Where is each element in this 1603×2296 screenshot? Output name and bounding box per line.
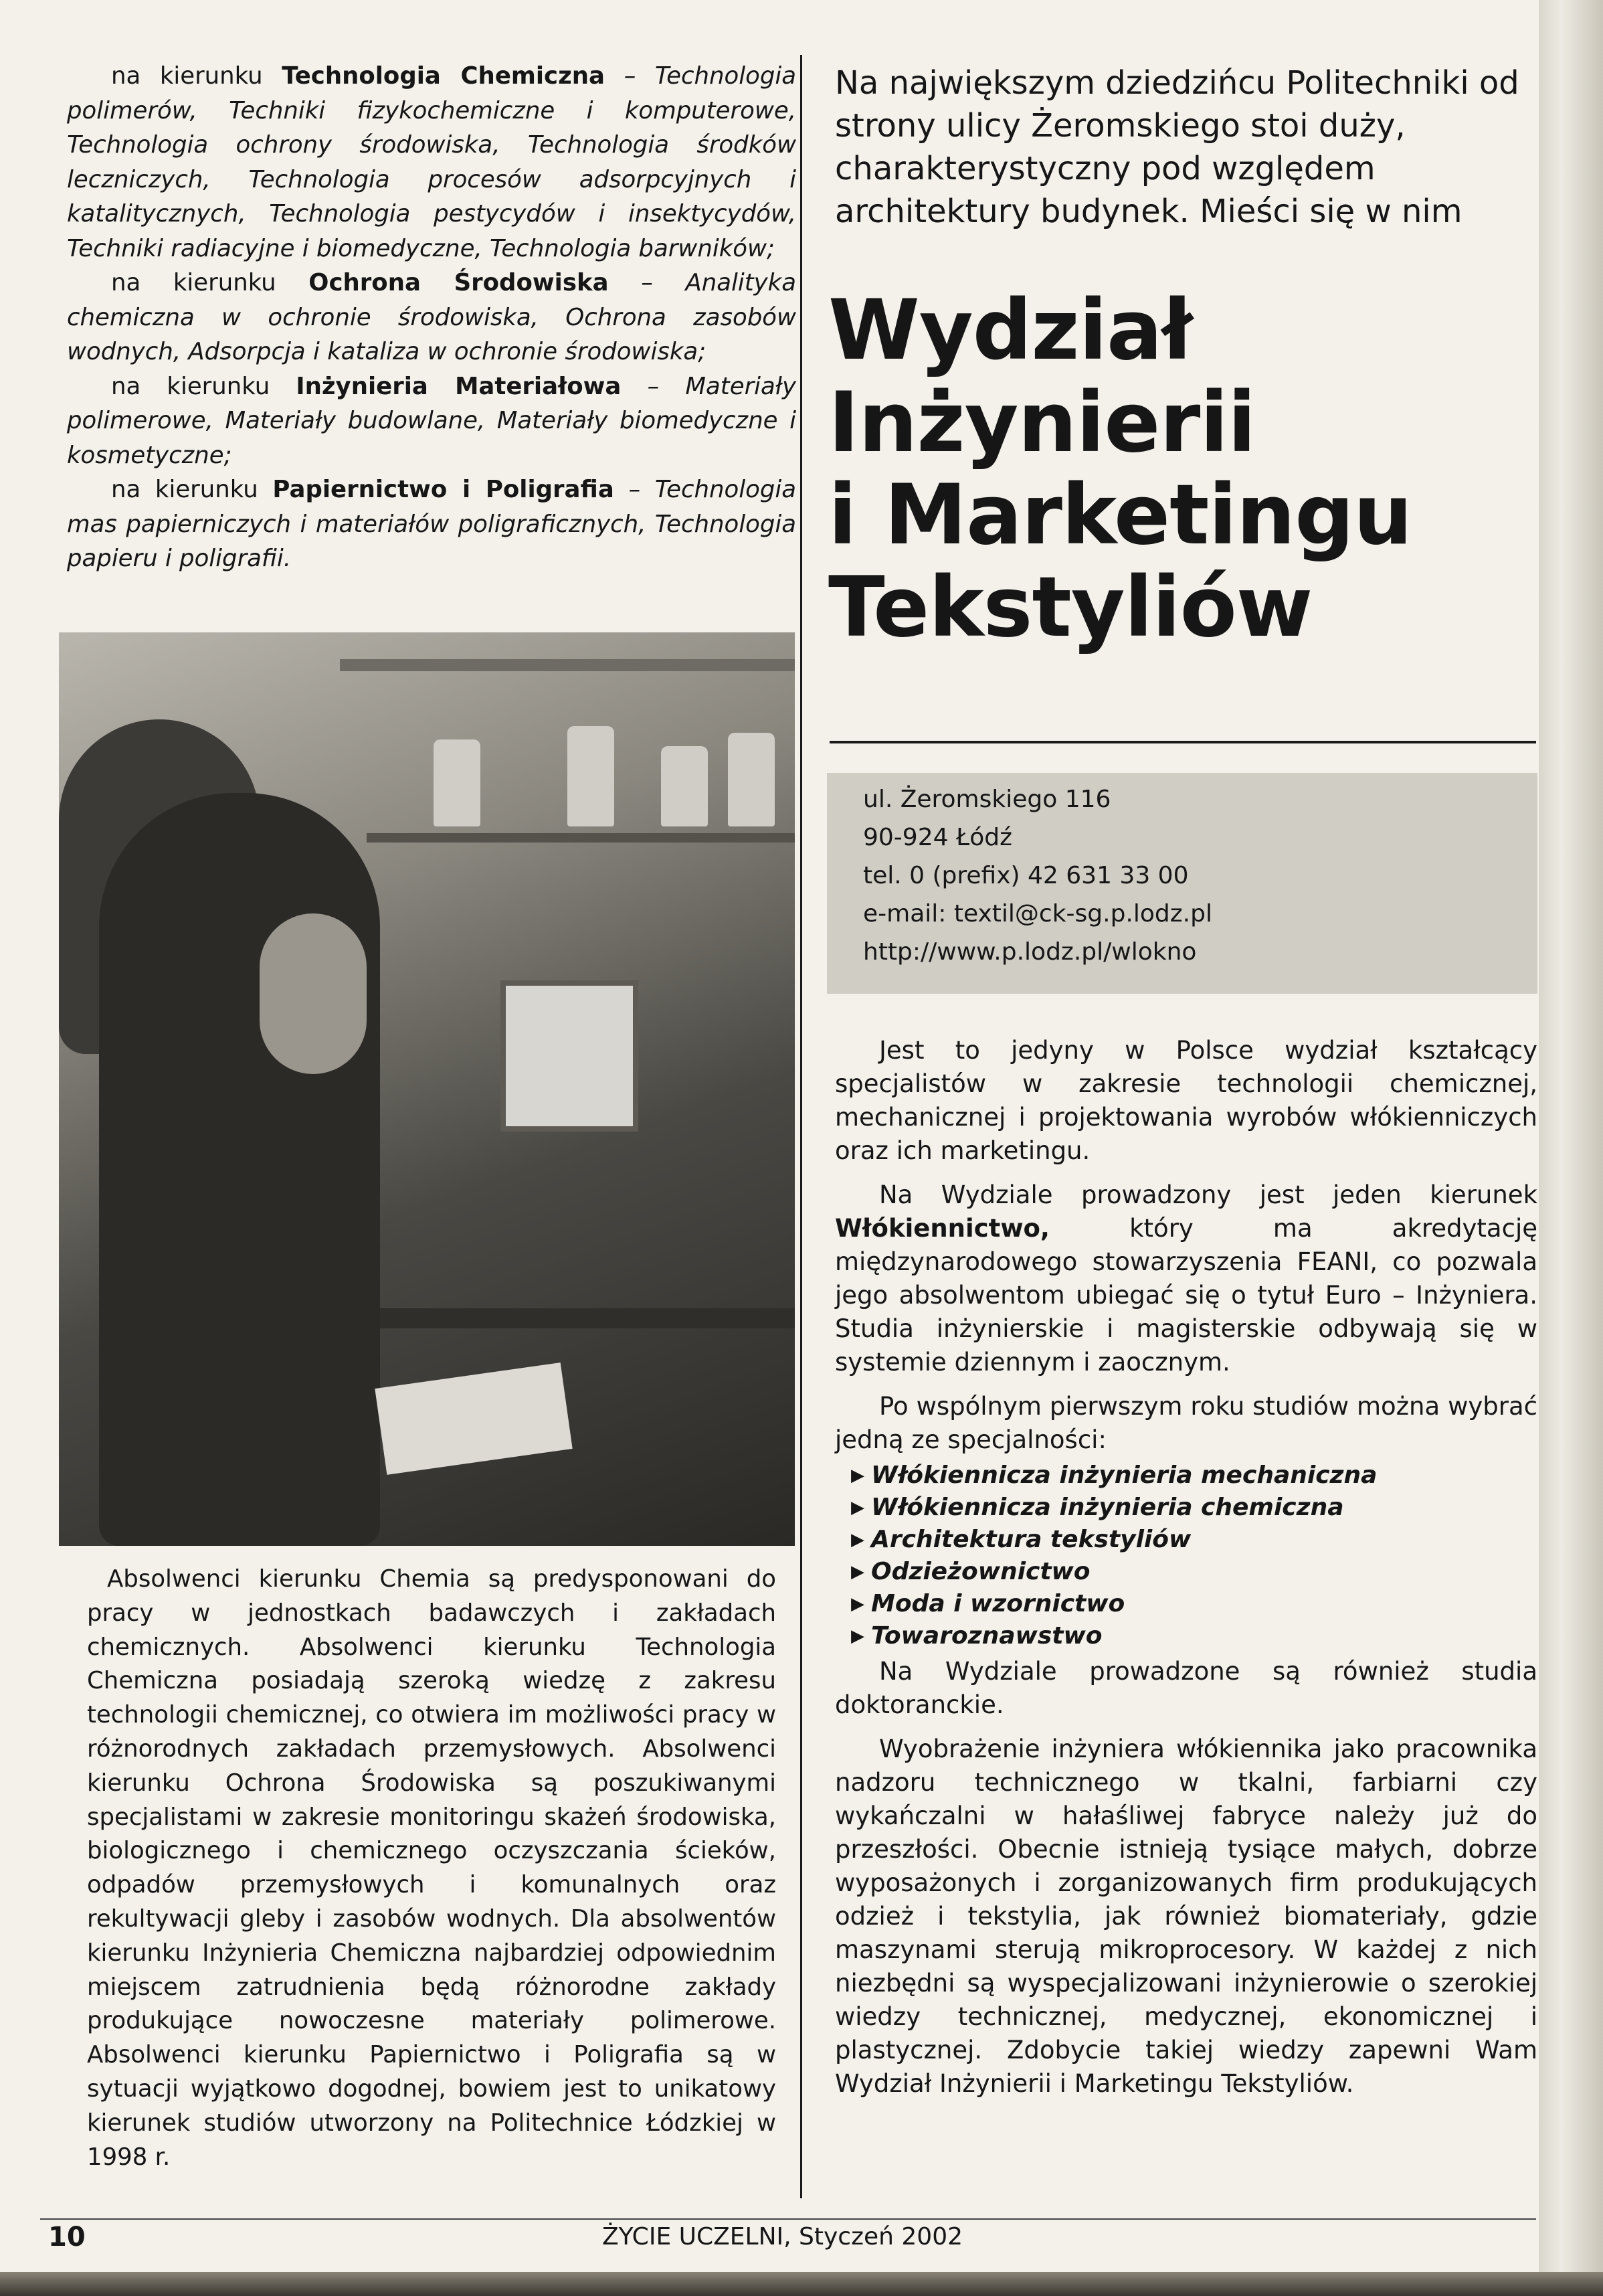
program-field: Technologia Chemiczna — [282, 62, 605, 90]
lab-bottle — [661, 746, 708, 826]
program-paragraph — [67, 369, 796, 473]
page-number: 10 — [48, 2222, 86, 2253]
body-text-span: Na Wydziale prowadzony jest jeden kierunek — [879, 1180, 1537, 1209]
body-paragraph: Jest to jedyny w Polsce wydział kształcący specjalistów w zakresie technologii chemicznej, mechanicznej i projektowania wyrobów włókienniczych oraz ich marketingu. — [835, 1036, 1537, 1165]
footer-rule — [40, 2218, 1536, 2220]
specialization-label: Odzieżownictwo — [871, 1558, 1091, 1585]
contact-city: 90-924 Łódź — [863, 824, 1012, 851]
department-description — [835, 1034, 1537, 2111]
programs-list — [67, 59, 796, 576]
list-item — [851, 1556, 1537, 1588]
contact-email[interactable]: e-mail: textil@ck-sg.p.lodz.pl — [863, 900, 1212, 928]
contact-box — [827, 773, 1537, 994]
lab-bottle — [728, 733, 775, 826]
bullet-icon: ▶ — [851, 1530, 864, 1550]
specialization-label: Moda i wzornictwo — [871, 1590, 1125, 1617]
title-line: Tekstyliów — [828, 559, 1313, 656]
title-line: Inżynierii — [828, 375, 1256, 471]
program-prefix: na kierunku — [111, 476, 273, 503]
program-prefix: na kierunku — [111, 372, 296, 400]
body-text-span: który ma akredytację międzynarodowego stowarzyszenia FEANI, co pozwala jego absolwentom ubiegać się o tytuł Euro – Inżyniera. Studia inżynierskie i magisterskie odbywają się w systemie dziennym i zaocznym. — [835, 1214, 1537, 1377]
contact-phone: tel. 0 (prefix) 42 631 33 00 — [863, 862, 1189, 889]
specialization-list — [851, 1460, 1537, 1652]
scan-edge — [0, 2272, 1603, 2296]
list-item — [851, 1460, 1537, 1492]
body-paragraph: Po wspólnym pierwszym roku studiów można wybrać jedną ze specjalności: — [835, 1392, 1537, 1454]
body-paragraph: Wyobrażenie inżyniera włókiennika jako pracownika nadzoru technicznego w tkalni, farbiarni czy wykańczalni w hałaśliwej fabryce należy już do przeszłości. Obecnie istnieją tysiące małych, dobrze wyposażonych i zorganizowanych firm produkujących odzież i tekstylia, jak również biomateriały, gdzie maszynami sterują mikroprocesory. W każdej z nich niezbędni są wyspecjalizowani inżynierowie o szerokiej wiedzy technicznej, medycznej, ekonomicznej i plastycznej. Zdobycie takiej wiedzy zapewni Wam Wydział Inżynierii i Marketingu Tekstyliów. — [835, 1735, 1537, 2098]
bullet-icon: ▶ — [851, 1498, 864, 1518]
title-line: i Marketingu — [828, 467, 1412, 563]
lab-monitor — [500, 980, 638, 1132]
lab-shelf — [340, 659, 795, 671]
specialization-label: Włókiennicza inżynieria mechaniczna — [871, 1462, 1378, 1489]
list-item — [851, 1588, 1537, 1620]
journal-footer: ŻYCIE UCZELNI, Styczeń 2002 — [602, 2223, 963, 2250]
program-paragraph — [67, 266, 796, 369]
page-edge — [1539, 0, 1603, 2296]
program-specs: – Analityka chemiczna w ochronie środowiska, Ochrona zasobów wodnych, Adsorpcja i kataliza w ochronie środowiska; — [67, 269, 796, 365]
specialization-label: Włókiennicza inżynieria chemiczna — [871, 1494, 1344, 1521]
photo-caption-text: Absolwenci kierunku Chemia są predysponowani do pracy w jednostkach badawczych i zakładach chemicznych. Absolwenci kierunku Technologia Chemiczna posiadają szeroką wiedzę z zakresu technologii chemicznej, co otwiera im możliwości pracy w różnorodnych zakładach przemysłowych. Absolwenci kierunku Ochrona Środowiska są poszukiwanymi specjalistami w zakresie monitoringu skażeń środowiska, biologicznego i chemicznego oczyszczania ścieków, odpadów przemysłowych i komunalnych oraz rekultywacji gleby i zasobów wodnych. Dla absolwentów kierunku Inżynieria Chemiczna najbardziej odpowiednim miejscem zatrudnienia będą różnorodne zakłady produkujące nowoczesne materiały polimerowe. Absolwenci kierunku Papiernictwo i Poligrafia są w sytuacji wyjątkowo dogodnej, bowiem jest to unikatowy kierunek studiów utworzony na Politechnice Łódzkiej w 1998 r. — [87, 1565, 776, 2171]
lab-shelf — [367, 833, 795, 843]
bullet-icon: ▶ — [851, 1466, 864, 1486]
body-paragraph: Na Wydziale prowadzone są również studia doktoranckie. — [835, 1657, 1537, 1719]
contact-website[interactable]: http://www.p.lodz.pl/wlokno — [863, 938, 1197, 966]
contact-street: ul. Żeromskiego 116 — [863, 786, 1111, 813]
intro-text: Na największym dziedzińcu Politechniki od strony ulicy Żeromskiego stoi duży, charakterystyczny pod względem architektury budynek. Mieści się w nim — [835, 64, 1519, 230]
program-field: Ochrona Środowiska — [308, 269, 609, 296]
person-foreground — [99, 793, 380, 1546]
bullet-icon: ▶ — [851, 1594, 864, 1614]
program-name: Włókiennictwo, — [835, 1214, 1050, 1243]
lab-photo — [59, 632, 795, 1546]
program-specs: – Technologia polimerów, Techniki fizykochemiczne i komputerowe, Technologia ochrony środowiska, Technologia środków leczniczych, Technologia procesów adsorpcyjnych i katalitycznych, Technologia pestycydów i insektycydów, Techniki radiacyjne i biomedyczne, Technologia barwników; — [67, 62, 796, 262]
program-field: Papiernictwo i Poligrafia — [272, 476, 614, 503]
column-divider — [800, 55, 802, 2198]
program-prefix: na kierunku — [111, 62, 282, 90]
body-paragraph — [835, 1178, 1537, 1379]
program-paragraph — [67, 59, 796, 266]
list-item — [851, 1524, 1537, 1556]
program-field: Inżynieria Materiałowa — [296, 372, 622, 400]
person-face — [260, 913, 367, 1074]
lab-notes — [375, 1362, 572, 1475]
department-title — [828, 284, 1537, 654]
specialization-label: Architektura tekstyliów — [871, 1526, 1192, 1553]
program-specs: – Technologia mas papierniczych i materiałów poligraficznych, Technologia papieru i poligrafii. — [67, 476, 796, 572]
program-prefix: na kierunku — [111, 269, 309, 296]
program-paragraph — [67, 472, 796, 576]
bullet-icon: ▶ — [851, 1562, 864, 1582]
program-specs: – Materiały polimerowe, Materiały budowlane, Materiały biomedyczne i kosmetyczne; — [67, 372, 796, 469]
bullet-icon: ▶ — [851, 1626, 864, 1646]
list-item — [851, 1492, 1537, 1524]
lab-bottle — [567, 726, 614, 826]
title-underline — [830, 741, 1536, 743]
list-item — [851, 1620, 1537, 1652]
specialization-label: Towaroznawstwo — [871, 1622, 1103, 1650]
title-line: Wydział — [828, 282, 1192, 379]
lab-bottle — [434, 739, 480, 826]
